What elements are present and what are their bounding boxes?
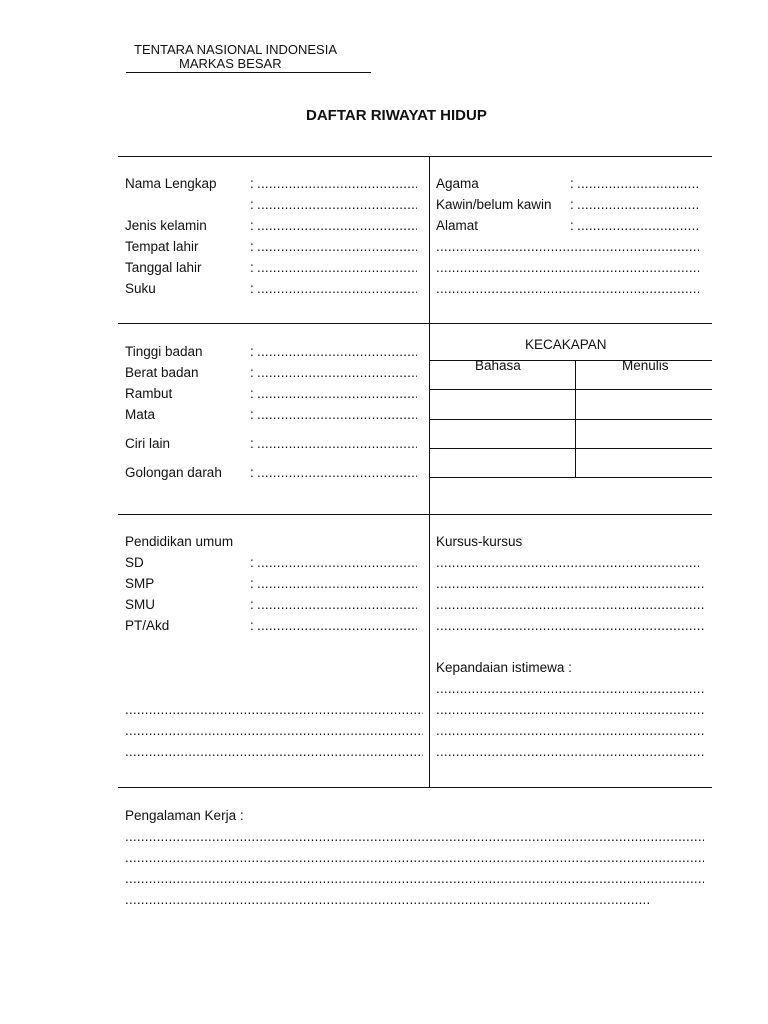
kecakapan-row-line-2 — [430, 419, 712, 420]
field-ciri-lain[interactable] — [257, 436, 417, 452]
pengalaman-title: Pengalaman Kerja : — [125, 808, 244, 823]
label-tinggi-badan: Tinggi badan — [125, 344, 203, 359]
label-berat-badan: Berat badan — [125, 365, 199, 380]
colon: : — [570, 176, 574, 191]
colon: : — [250, 465, 254, 480]
label-kawin: Kawin/belum kawin — [436, 197, 552, 212]
colon: : — [250, 407, 254, 422]
colon: : — [250, 555, 254, 570]
field-nama-lengkap-2[interactable] — [257, 197, 417, 213]
colon: : — [250, 176, 254, 191]
field-tinggi-badan[interactable] — [257, 344, 417, 360]
divider-4 — [118, 787, 712, 788]
field-pengalaman-3[interactable] — [125, 871, 704, 887]
colon: : — [250, 344, 254, 359]
label-nama-lengkap: Nama Lengkap — [125, 176, 217, 191]
label-pt-akd: PT/Akd — [125, 618, 170, 633]
field-berat-badan[interactable] — [257, 365, 417, 381]
divider-2 — [118, 323, 712, 324]
kecakapan-header-line — [430, 360, 712, 361]
field-suku[interactable] — [257, 281, 417, 297]
label-ciri-lain: Ciri lain — [125, 436, 171, 451]
field-kursus-4[interactable] — [436, 618, 704, 634]
colon: : — [570, 197, 574, 212]
colon: : — [250, 365, 254, 380]
org-unit: MARKAS BESAR — [179, 56, 282, 71]
field-pendidikan-extra-3[interactable] — [125, 744, 423, 760]
label-mata: Mata — [125, 407, 156, 422]
field-kepandaian-1[interactable] — [436, 681, 704, 697]
kecakapan-col-menulis: Menulis — [622, 358, 669, 373]
label-golongan-darah: Golongan darah — [125, 465, 222, 480]
label-tempat-lahir: Tempat lahir — [125, 239, 199, 254]
field-agama[interactable] — [577, 176, 699, 192]
page-title: DAFTAR RIWAYAT HIDUP — [306, 107, 487, 124]
field-sd[interactable] — [257, 555, 417, 571]
field-kepandaian-3[interactable] — [436, 723, 704, 739]
colon: : — [250, 218, 254, 233]
field-kawin[interactable] — [577, 197, 699, 213]
label-suku: Suku — [125, 281, 156, 296]
colon: : — [250, 597, 254, 612]
kecakapan-col-bahasa: Bahasa — [475, 358, 521, 373]
field-kursus-3[interactable] — [436, 597, 704, 613]
center-divider — [429, 156, 430, 787]
field-alamat-line-4[interactable] — [436, 281, 699, 297]
field-kursus-2[interactable] — [436, 576, 704, 592]
field-golongan-darah[interactable] — [257, 465, 417, 481]
divider-top — [118, 156, 712, 157]
colon: : — [250, 239, 254, 254]
field-alamat-line-3[interactable] — [436, 260, 699, 276]
field-pengalaman-1[interactable] — [125, 829, 704, 845]
field-pengalaman-4[interactable] — [125, 892, 649, 908]
org-name: TENTARA NASIONAL INDONESIA — [134, 42, 337, 57]
field-alamat[interactable] — [577, 218, 699, 234]
field-pendidikan-extra-2[interactable] — [125, 723, 423, 739]
label-sd: SD — [125, 555, 144, 570]
field-tempat-lahir[interactable] — [257, 239, 417, 255]
header-underline — [126, 72, 371, 73]
label-jenis-kelamin: Jenis kelamin — [125, 218, 207, 233]
colon: : — [250, 197, 254, 212]
field-kepandaian-2[interactable] — [436, 702, 704, 718]
field-jenis-kelamin[interactable] — [257, 218, 417, 234]
field-tanggal-lahir[interactable] — [257, 260, 417, 276]
field-rambut[interactable] — [257, 386, 417, 402]
kepandaian-title: Kepandaian istimewa : — [436, 660, 572, 675]
label-smu: SMU — [125, 597, 155, 612]
kecakapan-row-line-4 — [430, 477, 712, 478]
field-pengalaman-2[interactable] — [125, 850, 704, 866]
colon: : — [250, 576, 254, 591]
field-smp[interactable] — [257, 576, 417, 592]
field-smu[interactable] — [257, 597, 417, 613]
label-agama: Agama — [436, 176, 479, 191]
label-smp: SMP — [125, 576, 155, 591]
kecakapan-row-line-3 — [430, 448, 712, 449]
field-pendidikan-extra-1[interactable] — [125, 702, 423, 718]
kursus-title: Kursus-kursus — [436, 534, 523, 549]
field-mata[interactable] — [257, 407, 417, 423]
colon: : — [250, 260, 254, 275]
colon: : — [250, 436, 254, 451]
colon: : — [250, 618, 254, 633]
pendidikan-title: Pendidikan umum — [125, 534, 234, 549]
field-kepandaian-4[interactable] — [436, 744, 704, 760]
label-rambut: Rambut — [125, 386, 173, 401]
colon: : — [570, 218, 574, 233]
field-pt-akd[interactable] — [257, 618, 417, 634]
field-alamat-line-2[interactable] — [436, 239, 699, 255]
divider-3 — [118, 514, 712, 515]
colon: : — [250, 386, 254, 401]
label-tanggal-lahir: Tanggal lahir — [125, 260, 202, 275]
label-alamat: Alamat — [436, 218, 479, 233]
kecakapan-row-line-1 — [430, 389, 712, 390]
field-kursus-1[interactable] — [436, 555, 699, 571]
field-nama-lengkap[interactable] — [257, 176, 417, 192]
colon: : — [250, 281, 254, 296]
kecakapan-title: KECAKAPAN — [525, 337, 607, 352]
